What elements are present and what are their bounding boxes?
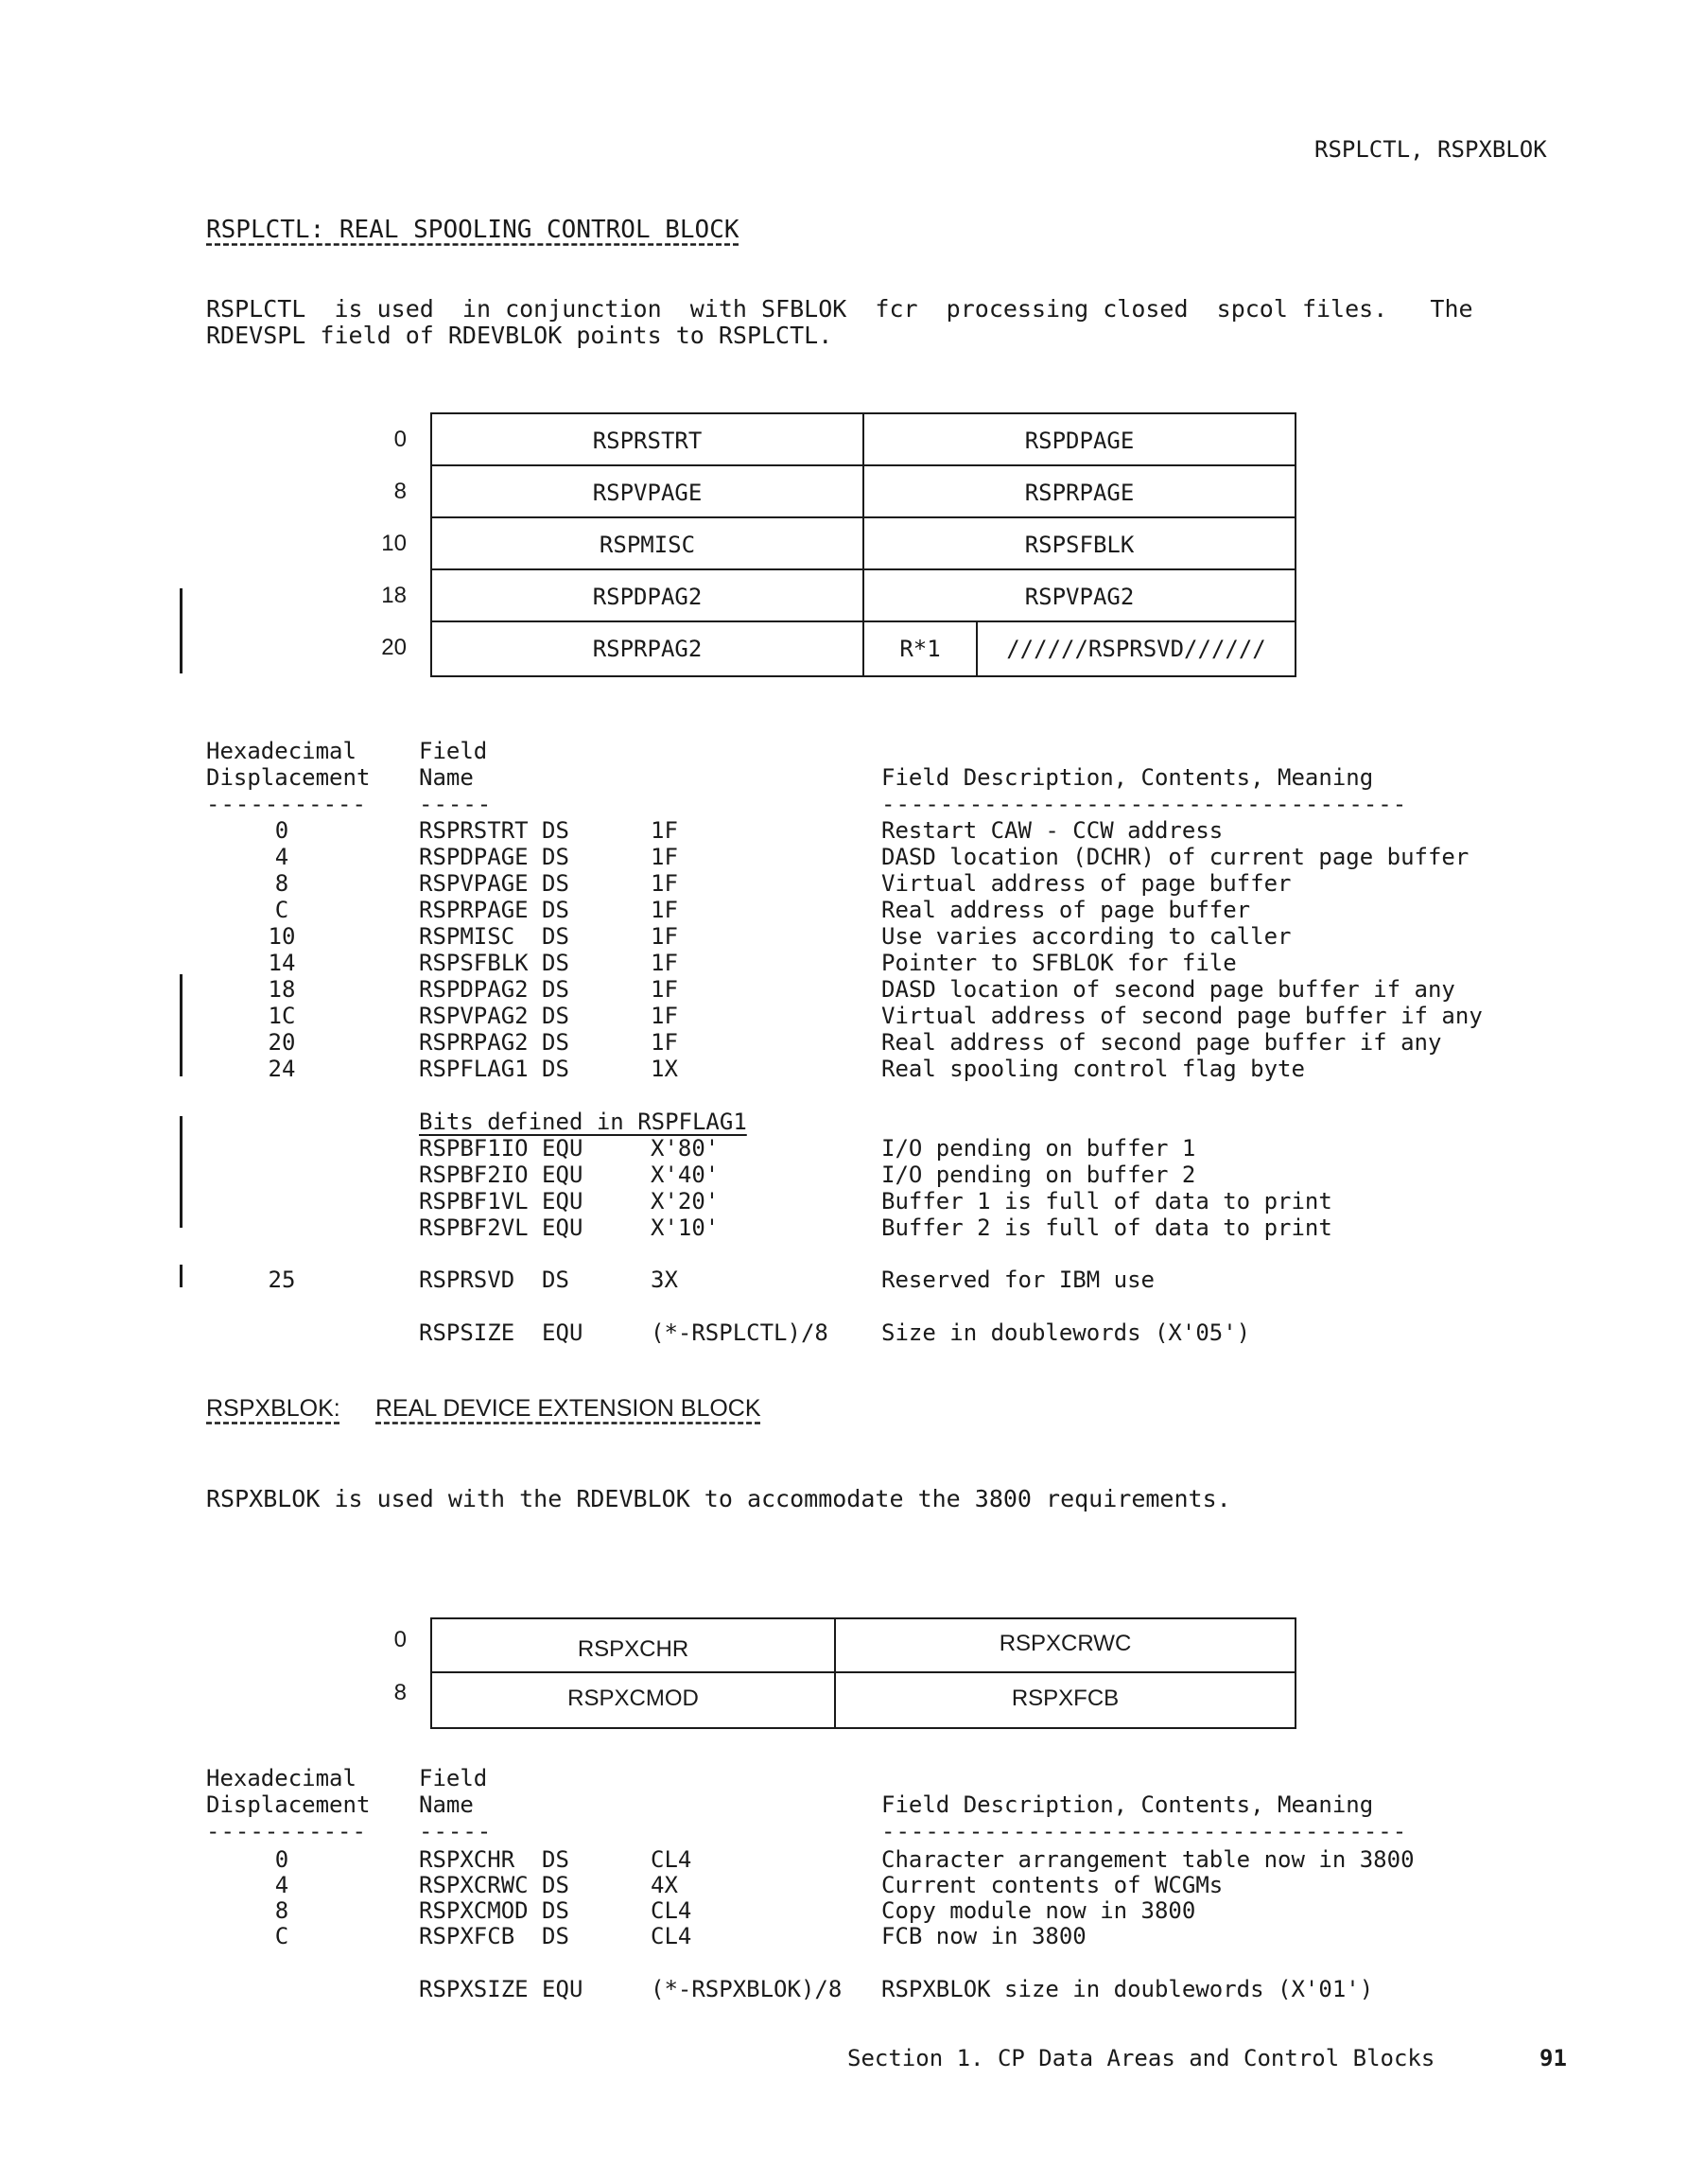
field-type: 1F xyxy=(651,897,678,923)
field-type: 1F xyxy=(651,817,678,844)
field-description: Copy module now in 3800 xyxy=(881,1897,1196,1924)
field-type: 1X xyxy=(651,1056,678,1082)
page-number: 91 xyxy=(1539,2045,1567,2071)
block-field: RSPXCRWC xyxy=(999,1631,1132,1656)
field-description: Reserved for IBM use xyxy=(881,1267,1155,1293)
block-offset: 20 xyxy=(381,635,407,660)
displacement: 20 xyxy=(268,1029,296,1056)
page-footer-text: Section 1. CP Data Areas and Control Blocks xyxy=(847,2045,1435,2071)
block-offset: 10 xyxy=(381,531,407,556)
intro-line-2: RDEVSPL field of RDEVBLOK points to RSPLCTL. xyxy=(206,322,833,349)
bit-name: RSPBF1IO EQU xyxy=(419,1135,583,1162)
field-name: RSPVPAGE DS xyxy=(419,870,569,897)
header-hexadecimal: Hexadecimal xyxy=(206,1765,357,1791)
header-description: Field Description, Contents, Meaning xyxy=(881,1791,1374,1818)
size-name: RSPSIZE EQU xyxy=(419,1319,583,1346)
block-field: RSPDPAG2 xyxy=(592,584,703,610)
field-type: 1F xyxy=(651,1003,678,1029)
block-field: RSPXFCB xyxy=(1011,1686,1120,1711)
field-name: RSPRSVD DS xyxy=(419,1267,569,1293)
field-type: 1F xyxy=(651,923,678,950)
field-type: CL4 xyxy=(651,1897,692,1924)
field-name: RSPRPAG2 DS xyxy=(419,1029,569,1056)
field-type: 1F xyxy=(651,976,678,1003)
bit-name: RSPBF2IO EQU xyxy=(419,1162,583,1188)
field-name: RSPSFBLK DS xyxy=(419,950,569,976)
intro-line-1: RSPLCTL is used in conjunction with SFBLOK fcr processing closed spcol files. The xyxy=(206,295,1473,323)
bit-value: X'80' xyxy=(651,1135,720,1162)
block-field: RSPDPAGE xyxy=(1024,428,1135,454)
bit-value: X'40' xyxy=(651,1162,720,1188)
displacement: 0 xyxy=(274,1846,289,1873)
field-name: RSPXCHR DS xyxy=(419,1846,569,1873)
size-expression: (*-RSPXBLOK)/8 xyxy=(651,1976,843,2002)
field-description: Real spooling control flag byte xyxy=(881,1056,1305,1082)
field-type: 1F xyxy=(651,950,678,976)
header-rule: ----------- xyxy=(206,1818,367,1844)
block-offset: 0 xyxy=(393,427,407,452)
field-description: Pointer to SFBLOK for file xyxy=(881,950,1237,976)
size-description: Size in doublewords (X'05') xyxy=(881,1319,1251,1346)
field-type: CL4 xyxy=(651,1923,692,1949)
field-type: 1F xyxy=(651,1029,678,1056)
header-description: Field Description, Contents, Meaning xyxy=(881,764,1374,791)
size-name: RSPXSIZE EQU xyxy=(419,1976,583,2002)
field-type: 3X xyxy=(651,1267,678,1293)
field-name: RSPMISC DS xyxy=(419,923,569,950)
bit-description: I/O pending on buffer 1 xyxy=(881,1135,1196,1162)
field-description: FCB now in 3800 xyxy=(881,1923,1087,1949)
field-type: 1F xyxy=(651,844,678,870)
field-name: RSPRSTRT DS xyxy=(419,817,569,844)
field-description: Character arrangement table now in 3800 xyxy=(881,1846,1415,1873)
field-description: Real address of page buffer xyxy=(881,897,1251,923)
bit-value: X'10' xyxy=(651,1214,720,1241)
bit-description: I/O pending on buffer 2 xyxy=(881,1162,1196,1188)
block-field: RSPVPAG2 xyxy=(1024,584,1135,610)
field-description: DASD location of second page buffer if any xyxy=(881,976,1455,1003)
displacement: 0 xyxy=(274,817,289,844)
header-rule: ------------------------------------ xyxy=(881,791,1408,817)
block-field: RSPRPAGE xyxy=(1024,480,1135,506)
field-name: RSPFLAG1 DS xyxy=(419,1056,569,1082)
bit-value: X'20' xyxy=(651,1188,720,1214)
header-rule: ------------------------------------ xyxy=(881,1818,1408,1844)
block-field: RSPRPAG2 xyxy=(592,636,703,662)
size-expression: (*-RSPLCTL)/8 xyxy=(651,1319,828,1346)
block-offset: 18 xyxy=(381,583,407,608)
bit-description: Buffer 2 is full of data to print xyxy=(881,1214,1332,1241)
header-rule: ----- xyxy=(419,1818,493,1844)
block-field: RSPXCMOD xyxy=(567,1686,699,1711)
block-offset: 8 xyxy=(393,479,407,504)
displacement: C xyxy=(274,1923,289,1949)
field-description: Real address of second page buffer if any xyxy=(881,1029,1442,1056)
field-description: Virtual address of second page buffer if any xyxy=(881,1003,1483,1029)
header-field: Field xyxy=(419,1765,488,1791)
header-displacement: Displacement xyxy=(206,764,371,791)
block-field: RSPRSTRT xyxy=(592,428,703,454)
field-name: RSPXFCB DS xyxy=(419,1923,569,1949)
field-description: DASD location (DCHR) of current page buffer xyxy=(881,844,1470,870)
header-rule: ----- xyxy=(419,791,493,817)
block-field: RSPSFBLK xyxy=(1024,532,1135,558)
displacement: 14 xyxy=(268,950,296,976)
block-field-reserved: //////RSPRSVD////// xyxy=(1006,636,1266,662)
bits-heading: Bits defined in RSPFLAG1 xyxy=(419,1109,747,1135)
field-type: 1F xyxy=(651,870,678,897)
bit-name: RSPBF1VL EQU xyxy=(419,1188,583,1214)
size-description: RSPXBLOK size in doublewords (X'01') xyxy=(881,1976,1374,2002)
displacement: 4 xyxy=(274,844,289,870)
running-header: RSPLCTL, RSPXBLOK xyxy=(1314,136,1547,163)
field-description: Virtual address of page buffer xyxy=(881,870,1292,897)
header-rule: ----------- xyxy=(206,791,367,817)
rsplctl-block-frame xyxy=(430,412,1296,677)
displacement: 1C xyxy=(268,1003,296,1029)
block-offset: 8 xyxy=(393,1680,407,1705)
field-name: RSPDPAGE DS xyxy=(419,844,569,870)
displacement: 18 xyxy=(268,976,296,1003)
field-type: 4X xyxy=(651,1872,678,1898)
field-name: RSPDPAG2 DS xyxy=(419,976,569,1003)
section-title-rspxblok: REAL DEVICE EXTENSION BLOCK xyxy=(375,1395,761,1422)
displacement: 8 xyxy=(274,1897,289,1924)
header-hexadecimal: Hexadecimal xyxy=(206,738,357,764)
field-name: RSPRPAGE DS xyxy=(419,897,569,923)
field-description: Current contents of WCGMs xyxy=(881,1872,1224,1898)
block-field: RSPVPAGE xyxy=(592,480,703,506)
field-name: RSPVPAG2 DS xyxy=(419,1003,569,1029)
displacement: 24 xyxy=(268,1056,296,1082)
block-field: R*1 xyxy=(899,636,941,662)
displacement: 25 xyxy=(268,1267,296,1293)
section-title-rspxblok-label: RSPXBLOK: xyxy=(206,1395,340,1422)
header-name: Name xyxy=(419,1791,474,1818)
change-bar xyxy=(180,1265,183,1287)
bit-name: RSPBF2VL EQU xyxy=(419,1214,583,1241)
rspxblok-block-frame xyxy=(430,1617,1296,1729)
block-field: RSPMISC xyxy=(599,532,696,558)
header-field: Field xyxy=(419,738,488,764)
change-bar xyxy=(180,1116,183,1228)
header-name: Name xyxy=(419,764,474,791)
change-bar xyxy=(180,588,183,673)
rspxblok-intro: RSPXBLOK is used with the RDEVBLOK to accommodate the 3800 requirements. xyxy=(206,1485,1231,1512)
change-bar xyxy=(180,974,183,1076)
field-name: RSPXCRWC DS xyxy=(419,1872,569,1898)
field-description: Use varies according to caller xyxy=(881,923,1292,950)
displacement: 10 xyxy=(268,923,296,950)
block-offset: 0 xyxy=(393,1627,407,1652)
displacement: C xyxy=(274,897,289,923)
displacement: 8 xyxy=(274,870,289,897)
section-title-rsplctl: RSPLCTL: REAL SPOOLING CONTROL BLOCK xyxy=(206,216,739,244)
block-field: RSPXCHR xyxy=(577,1636,689,1662)
field-description: Restart CAW - CCW address xyxy=(881,817,1224,844)
field-name: RSPXCMOD DS xyxy=(419,1897,569,1924)
displacement: 4 xyxy=(274,1872,289,1898)
field-type: CL4 xyxy=(651,1846,692,1873)
bit-description: Buffer 1 is full of data to print xyxy=(881,1188,1332,1214)
header-displacement: Displacement xyxy=(206,1791,371,1818)
